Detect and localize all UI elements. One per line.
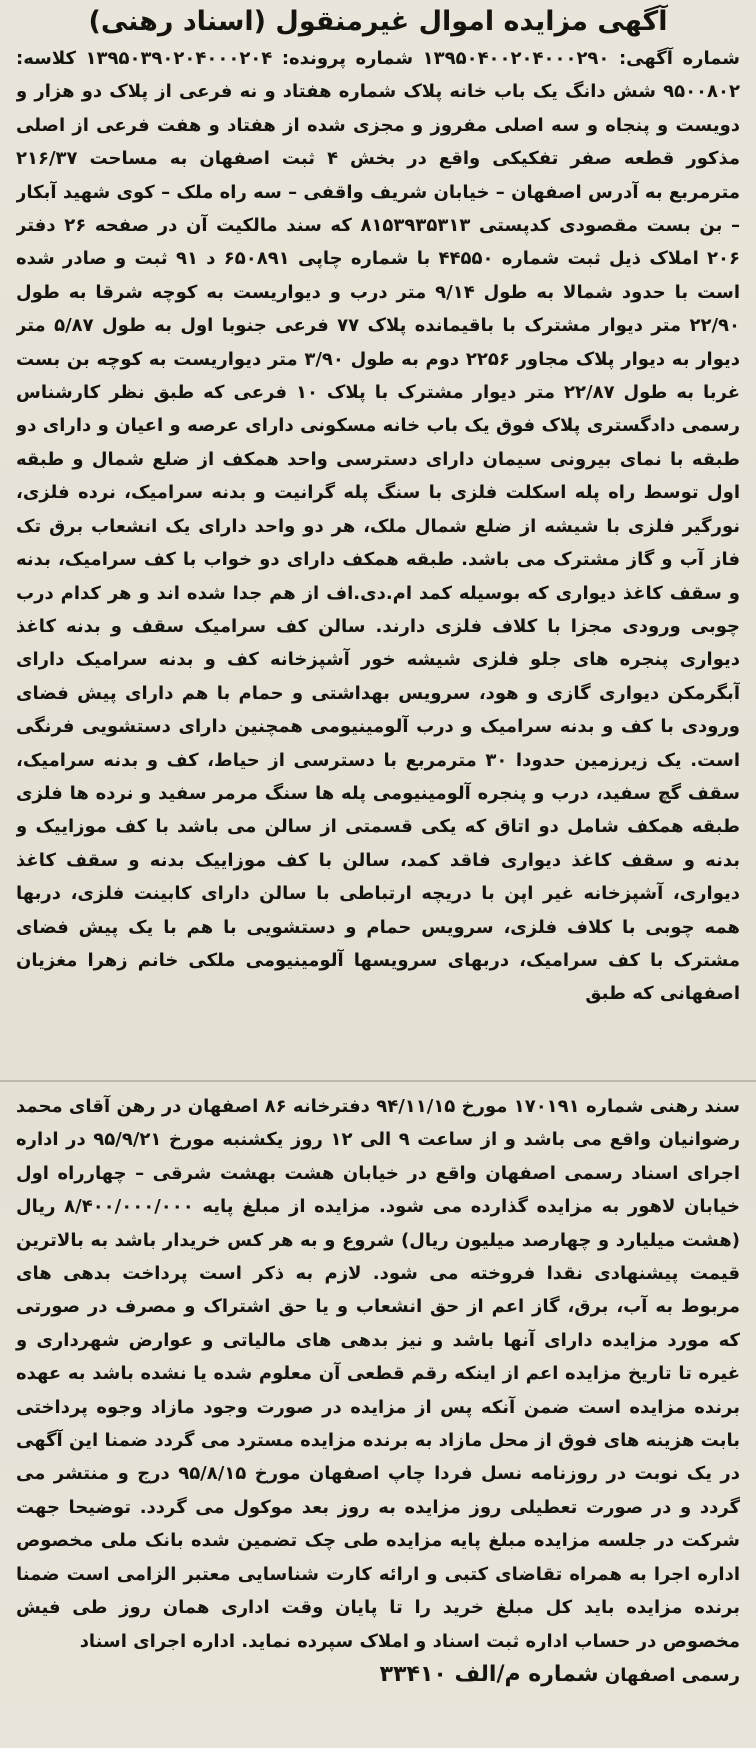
- notice-title: آگهی مزایده اموال غیرمنقول (اسناد رهنی): [88, 6, 668, 37]
- notice-signature-line: [16, 1658, 740, 1692]
- notice-body-part-2: [16, 1090, 740, 1692]
- fold-line: [0, 1080, 756, 1082]
- notice-signature-prefix: رسمی اصفهان: [604, 1664, 740, 1686]
- notice-signature-number: شماره م/الف ۳۳۴۱۰: [379, 1661, 599, 1687]
- notice-body-part-1: [16, 42, 740, 1079]
- notice-paragraph-2: سند رهنی شماره ۱۷۰۱۹۱ مورخ ۹۴/۱۱/۱۵ دفترخانه ۸۶ اصفهان در رهن آقای محمد رضوانیان واقع می باشد و از ساعت ۹ الی ۱۲ روز یکشنبه مورخ ۹۵/۹/۲۱ در اداره اجرای اسناد رسمی اصفهان واقع در خیابان هشت بهشت شرقی – چهارراه اول خیابان لاهور به مزایده گذارده می شود. مزایده از مبلغ پایه ۸/۴۰۰/۰۰۰/۰۰۰ ریال (هشت میلیارد و چهارصد میلیون ریال) شروع و به هر کس خریدار باشد به بالاترین قیمت پیشنهادی نقدا فروخته می شود. لازم به ذکر است پرداخت بدهی های مربوط به آب، برق، گاز اعم از حق انشعاب و یا حق اشتراک و مصرف در صورتی که مورد مزایده دارای آنها باشد و نیز بدهی های مالیاتی و عوارض شهرداری و غیره تا تاریخ مزایده اعم از اینکه رقم قطعی آن معلوم شده یا نشده باشد به عهده برنده مزایده است ضمن آنکه پس از مزایده در صورت وجود مازاد وجوه پرداختی بابت هزینه های فوق از محل مازاد به برنده مزایده مسترد می گردد ضمنا این آگهی در یک نوبت در روزنامه نسل فردا چاپ اصفهان مورخ ۹۵/۸/۱۵ درج و منتشر می گردد و در صورت تعطیلی روز مزایده به روز بعد موکول می گردد. توضیحا جهت شرکت در جلسه مزایده مبلغ پایه مزایده طی چک تضمین شده بانک ملی مخصوص اداره اجرا به همراه تقاضای کتبی و ارائه کارت شناسایی معتبر الزامی است ضمنا برنده مزایده باید کل مبلغ خرید را تا پایان وقت اداری همان روز طی فیش مخصوص در حساب اداره ثبت اسناد و املاک سپرده نماید. اداره اجرای اسناد: [16, 1096, 741, 1652]
- notice-paragraph-1: شماره آگهی: ۱۳۹۵۰۴۰۰۲۰۴۰۰۰۲۹۰ شماره پرونده: ۱۳۹۵۰۳۹۰۲۰۴۰۰۰۲۰۴ کلاسه: ۹۵۰۰۸۰۲ شش دانگ یک باب خانه پلاک شماره هفتاد و نه فرعی از پلاک دو هزار و دویست و پنجاه و سه اصلی مفروز و مجزی شده از هفتاد و هفت فرعی از اصلی مذکور قطعه صفر تفکیکی واقع در بخش ۴ ثبت اصفهان به مساحت ۲۱۶/۳۷ مترمربع به آدرس اصفهان – خیابان شریف واقفی – سه راه ملک – کوی شهید آبکار – بن بست مقصودی کدپستی ۸۱۵۳۹۳۵۳۱۳ که سند مالکیت آن در صفحه ۲۶ دفتر ۲۰۶ املاک ذیل ثبت شماره ۴۴۵۵۰ با شماره چاپی ۶۵۰۸۹۱ د ۹۱ ثبت و صادر شده است با حدود شمالا به طول ۹/۱۴ متر درب و دیواریست به کوچه شرقا به طول ۲۲/۹۰ متر دیوار مشترک با باقیمانده پلاک ۷۷ فرعی جنوبا اول به طول ۵/۸۷ متر دیوار به دیوار پلاک مجاور ۲۲۵۶ دوم به طول ۳/۹۰ متر دیواریست به کوچه بن بست غربا به طول ۲۲/۸۷ متر دیوار مشترک با پلاک ۱۰ فرعی که طبق نظر کارشناس رسمی دادگستری پلاک فوق یک باب خانه مسکونی دارای عرصه و اعیان و دارای دو طبقه با نمای بیرونی سیمان دارای دسترسی واحد همکف از ضلع شمال و طبقه اول توسط راه پله اسکلت فلزی با سنگ پله گرانیت و بدنه سرامیک، نرده فلزی، نورگیر فلزی با شیشه از ضلع شمال ملک، هر دو واحد دارای یک انشعاب برق تک فاز آب و گاز مشترک می باشد. طبقه همکف دارای دو خواب با کف سرامیک، بدنه و سقف کاغذ دیواری که بوسیله کمد ام.دی.اف از هم جدا شده اند و هر کدام درب چوبی ورودی مجزا با کلاف فلزی دارند. سالن کف سرامیک سقف و بدنه کاغذ دیواری پنجره های جلو فلزی شیشه خور آشپزخانه کف و بدنه سرامیک دارای آبگرمکن دیواری گازی و هود، سرویس بهداشتی و حمام با هم دارای پیش فضای ورودی با کف و بدنه سرامیک و درب آلومینیومی همچنین دارای دستشویی فرنگی است. یک زیرزمین حدودا ۳۰ مترمربع با دسترسی از حیاط، کف و بدنه سرامیک، سقف گچ سفید، درب و پنجره آلومینیومی پله ها سنگ مرمر سفید و نرده ها فلزی طبقه همکف شامل دو اتاق که یکی قسمتی از سالن می باشد با کف موزاییک و بدنه و سقف کاغذ دیواری فاقد کمد، سالن با کف موزاییک بدنه و سقف کاغذ دیواری، آشپزخانه غیر اپن با دریچه ارتباطی با سالن دارای کابینت فلزی، دربها همه چوبی با کلاف فلزی، سرویس حمام و دستشویی با هم با یک پیش فضای مشترک با کف سرامیک، دربهای سرویسها آلومینیومی ملکی خانم زهرا مغزیان اصفهانی که طبق: [16, 48, 740, 1005]
